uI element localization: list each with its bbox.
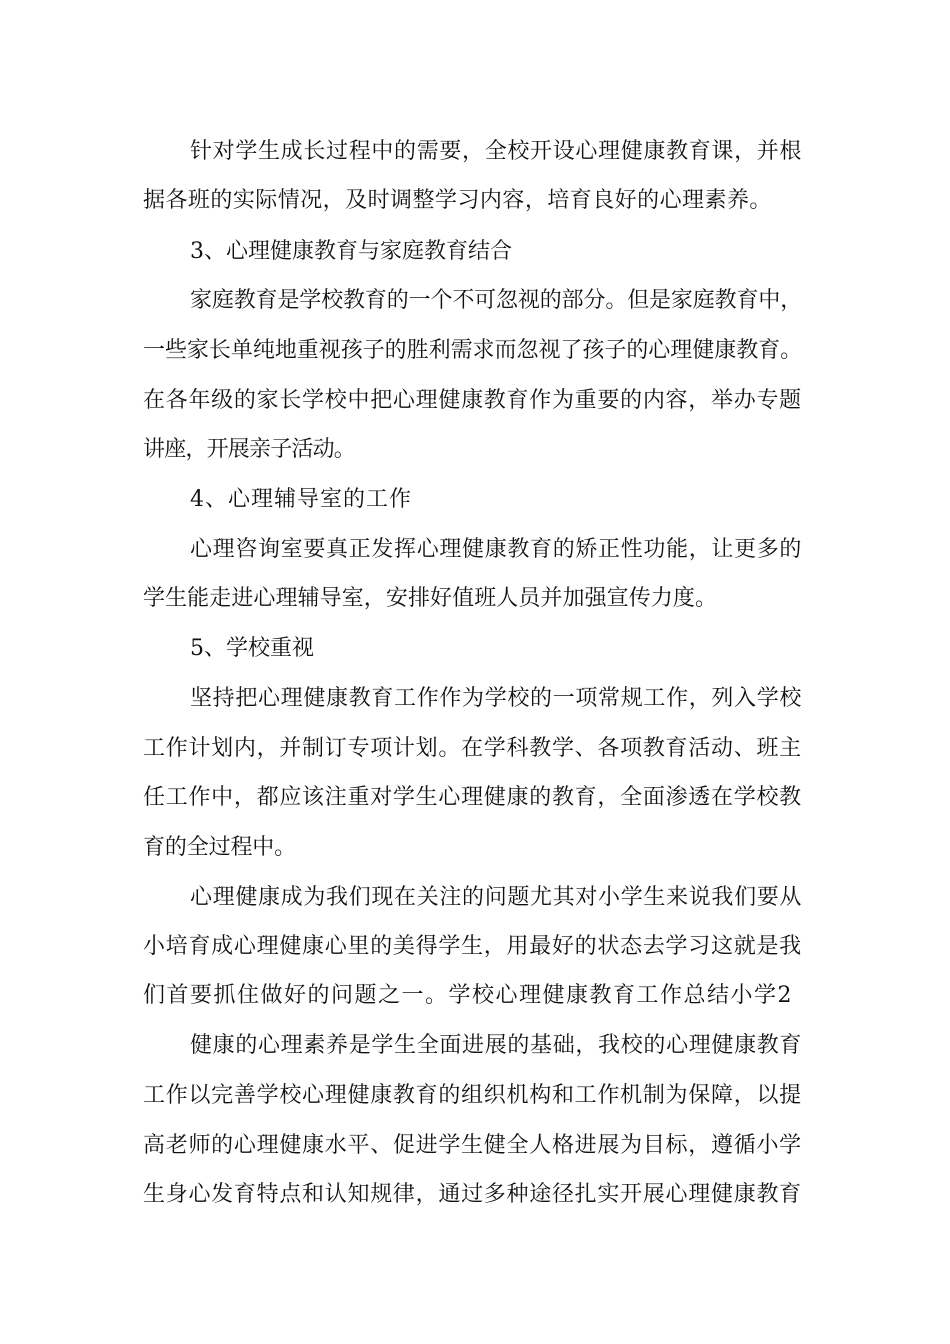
section-heading: 4、心理辅导室的工作 (190, 487, 412, 512)
section-heading: 5、学校重视 (190, 636, 314, 661)
paragraph-line: 心理咨询室要真正发挥心理健康教育的矫正性功能，让更多的 (190, 537, 803, 562)
paragraph-line: 据各班的实际情况，及时调整学习内容，培育良好的心理素养。 (143, 188, 772, 213)
paragraph-line: 小培育成心理健康心里的美得学生，用最好的状态去学习这就是我 (143, 934, 802, 959)
paragraph-line: 一些家长单纯地重视孩子的胜利需求而忽视了孩子的心理健康教育。 (143, 338, 803, 363)
paragraph-line: 工作以完善学校心理健康教育的组织机构和工作机制为保障，以提 (143, 1083, 802, 1108)
paragraph-line: 育的全过程中。 (143, 835, 297, 860)
paragraph-line: 工作计划内，并制订专项计划。在学科教学、各项教育活动、班主 (143, 736, 802, 761)
paragraph-line: 学生能走进心理辅导室，安排好值班人员并加强宣传力度。 (143, 586, 718, 611)
paragraph-line: 针对学生成长过程中的需要，全校开设心理健康教育课，并根 (190, 139, 803, 164)
paragraph-line: 讲座，开展亲子活动。 (143, 437, 356, 462)
paragraph-line: 们首要抓住做好的问题之一。学校心理健康教育工作总结小学2 (143, 983, 793, 1008)
paragraph-line: 任工作中，都应该注重对学生心理健康的教育，全面渗透在学校教 (143, 785, 802, 810)
paragraph-line: 心理健康成为我们现在关注的问题尤其对小学生来说我们要从 (190, 885, 803, 910)
paragraph-line: 生身心发育特点和认知规律，通过多种途径扎实开展心理健康教育 (143, 1182, 802, 1207)
section-heading: 3、心理健康教育与家庭教育结合 (190, 239, 512, 264)
paragraph-line: 家庭教育是学校教育的一个不可忽视的部分。但是家庭教育中， (190, 288, 803, 313)
paragraph-line: 健康的心理素养是学生全面进展的基础，我校的心理健康教育 (190, 1033, 803, 1058)
paragraph-line: 坚持把心理健康教育工作作为学校的一项常规工作，列入学校 (190, 686, 803, 711)
paragraph-line: 在各年级的家长学校中把心理健康教育作为重要的内容，举办专题 (143, 388, 802, 413)
paragraph-line: 高老师的心理健康水平、促进学生健全人格进展为目标，遵循小学 (143, 1133, 802, 1158)
